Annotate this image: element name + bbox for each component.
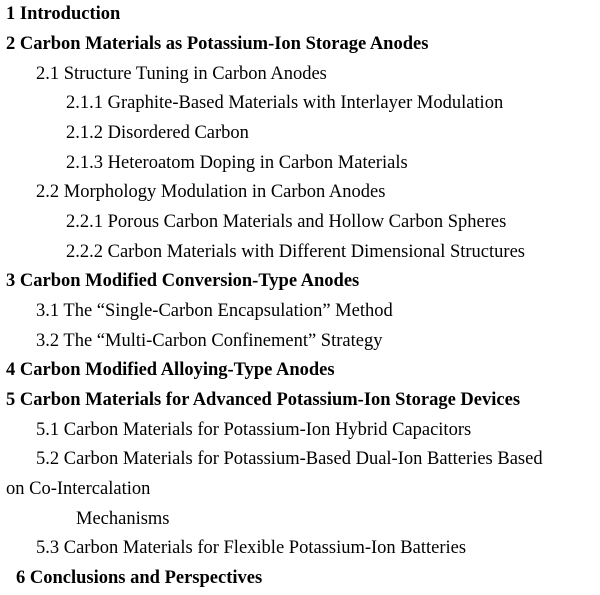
- toc-entry-5-heading: 5 Carbon Materials for Advanced Potassium-Ion Storage Devices: [6, 390, 521, 410]
- toc-entry-2-2: 2.2 Morphology Modulation in Carbon Anodes: [36, 182, 386, 202]
- toc-entry-4-heading: 4 Carbon Modified Alloying-Type Anodes: [6, 360, 335, 380]
- toc-entry-5-2-mechanisms: Mechanisms: [76, 509, 170, 529]
- toc-entry-2-1-2: 2.1.2 Disordered Carbon: [66, 123, 249, 143]
- toc-entry-1-introduction: 1 Introduction: [6, 4, 121, 24]
- toc-entry-5-1: 5.1 Carbon Materials for Potassium-Ion Hybrid Capacitors: [36, 420, 472, 440]
- toc-entry-6-heading: 6 Conclusions and Perspectives: [16, 568, 263, 588]
- toc-entry-5-2-continued: on Co-Intercalation: [6, 479, 151, 499]
- toc-entry-2-heading: 2 Carbon Materials as Potassium-Ion Storage Anodes: [6, 34, 429, 54]
- toc-entry-3-2: 3.2 The “Multi-Carbon Confinement” Strategy: [36, 331, 383, 351]
- toc-entry-3-heading: 3 Carbon Modified Conversion-Type Anodes: [6, 271, 360, 291]
- toc-entry-2-1: 2.1 Structure Tuning in Carbon Anodes: [36, 64, 327, 84]
- toc-entry-3-1: 3.1 The “Single-Carbon Encapsulation” Method: [36, 301, 393, 321]
- toc-entry-2-1-3: 2.1.3 Heteroatom Doping in Carbon Materials: [66, 153, 408, 173]
- toc-entry-2-2-2: 2.2.2 Carbon Materials with Different Dimensional Structures: [66, 242, 525, 262]
- toc-entry-5-2: 5.2 Carbon Materials for Potassium-Based Dual-Ion Batteries Based: [36, 449, 543, 469]
- toc-entry-2-2-1: 2.2.1 Porous Carbon Materials and Hollow Carbon Spheres: [66, 212, 507, 232]
- toc-entry-5-3: 5.3 Carbon Materials for Flexible Potassium-Ion Batteries: [36, 538, 467, 558]
- toc-entry-2-1-1: 2.1.1 Graphite-Based Materials with Interlayer Modulation: [66, 93, 504, 113]
